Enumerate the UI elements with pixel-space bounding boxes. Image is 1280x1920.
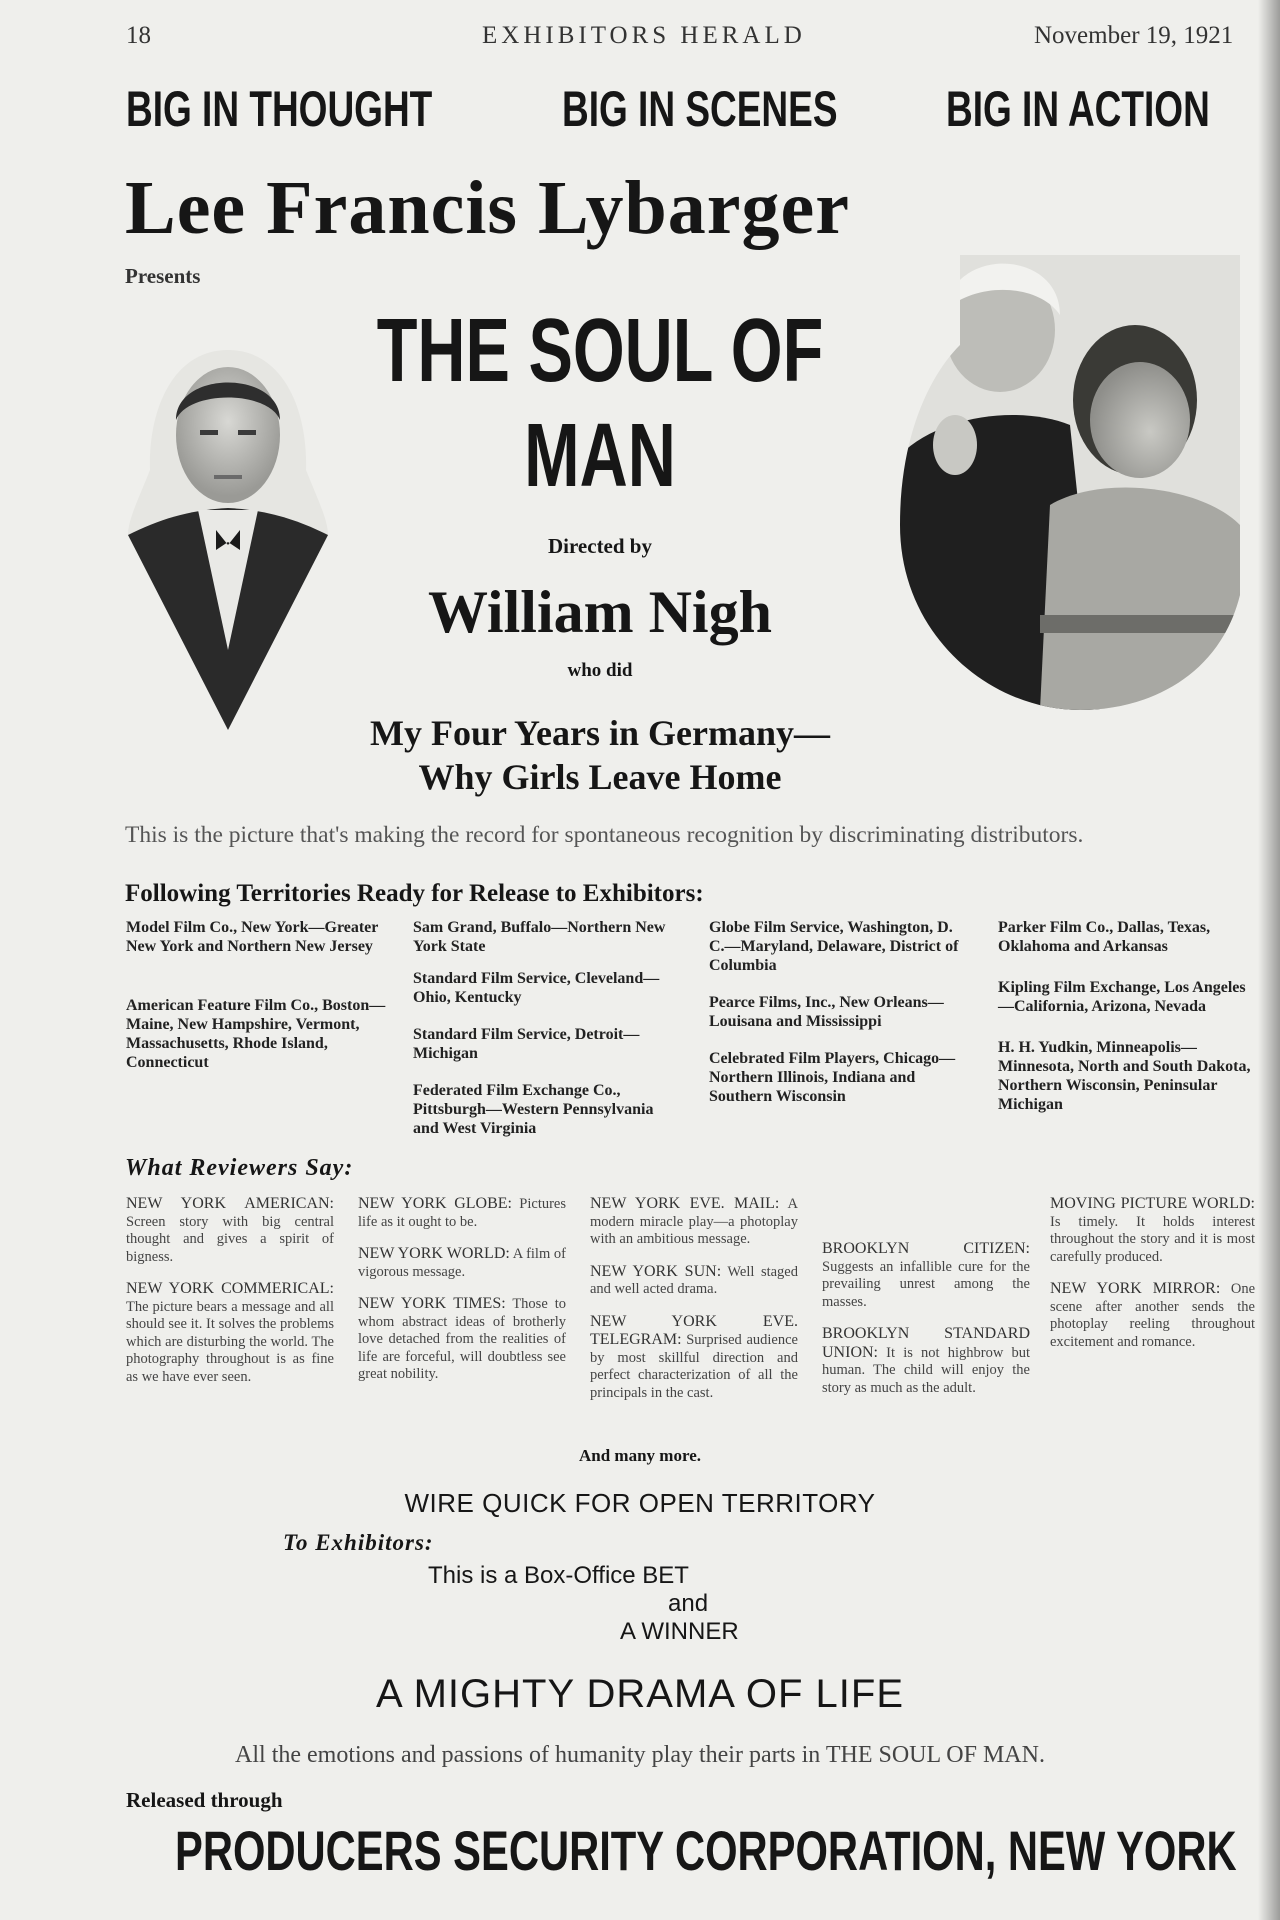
issue-date: November 19, 1921	[1034, 22, 1234, 49]
review-entry	[822, 1240, 1030, 1311]
review-entry	[590, 1195, 798, 1249]
territory-col-2	[413, 918, 679, 1138]
territory-entry: Standard Film Service, Detroit—Michigan	[413, 1026, 640, 1062]
review-text: The picture bears a message and all should see it. It solves the problems which are disturbing the world. The photography throughout is as fine as we have ever seen.	[126, 1298, 334, 1385]
territory-entry: Globe Film Service, Washington, D. C.—Maryland, Delaware, District of Columbia	[709, 919, 959, 974]
bet-line-3: A WINNER	[620, 1618, 739, 1645]
page-edge-shadow	[1258, 0, 1280, 1920]
territory-entry: Celebrated Film Players, Chicago—Northern Illinois, Indiana and Southern Wisconsin	[709, 1050, 956, 1105]
bet-line-2: and	[668, 1590, 709, 1617]
review-text: A film of vigorous message.	[358, 1246, 567, 1280]
slogan-thought: BIG IN THOUGHT	[126, 81, 433, 137]
emotions-line: All the emotions and passions of humanity play their parts in THE SOUL OF MAN.	[235, 1742, 1045, 1768]
review-source: NEW YORK WORLD:	[358, 1245, 510, 1262]
tagline: This is the picture that's making the record for spontaneous recognition by discriminating distributors.	[125, 822, 1084, 848]
film-title-line-1: THE SOUL OF	[376, 301, 824, 401]
review-text: It is not highbrow but human. The child will enjoy the story as much as the adult.	[822, 1344, 1030, 1396]
territory-entry: H. H. Yudkin, Minneapolis—Minnesota, North and South Dakota, Northern Wisconsin, Peninsular Michigan	[998, 1039, 1251, 1113]
review-entry	[126, 1280, 334, 1386]
publication-name: EXHIBITORS HERALD	[482, 22, 806, 49]
who-did-label: who did	[567, 660, 633, 681]
territory-entry: Kipling Film Exchange, Los Angeles—California, Arizona, Nevada	[998, 979, 1246, 1015]
review-source: NEW YORK COMMERICAL:	[126, 1280, 334, 1297]
slogan-scenes: BIG IN SCENES	[562, 81, 838, 137]
territory-entry: Model Film Co., New York—Greater New York and Northern New Jersey	[126, 919, 379, 955]
review-text: Screen story with big central thought and gives a spirit of bigness.	[126, 1213, 334, 1265]
slogan-action: BIG IN ACTION	[946, 81, 1210, 137]
previous-film-2: Why Girls Leave Home	[418, 757, 782, 797]
review-entry	[358, 1195, 566, 1231]
review-text: Those to whom abstract ideas of brotherly love detached from the realities of life are forceful, will doubtless see great nobility.	[358, 1296, 566, 1382]
review-entry	[1050, 1195, 1255, 1266]
review-source: NEW YORK TIMES:	[358, 1295, 506, 1312]
review-col-2	[358, 1195, 566, 1398]
distributor-name: PRODUCERS SECURITY CORPORATION, NEW YORK	[175, 1819, 1237, 1882]
review-col-4	[822, 1240, 1030, 1411]
review-source: NEW YORK GLOBE:	[358, 1195, 512, 1212]
actors-photo-right	[900, 255, 1240, 710]
mighty-drama-heading: A MIGHTY DRAMA OF LIFE	[375, 1672, 904, 1716]
actor-portrait-left	[128, 350, 328, 730]
review-source: MOVING PICTURE WORLD:	[1050, 1195, 1255, 1212]
presenter-name: Lee Francis Lybarger	[125, 166, 850, 250]
previous-film-1: My Four Years in Germany—	[370, 713, 830, 753]
review-text: One scene after another sends the photoplay reeling throughout excitement and romance.	[1050, 1281, 1256, 1350]
review-text: A modern miracle play—a photoplay with an ambitious message.	[590, 1196, 798, 1247]
wire-quick-banner: WIRE QUICK FOR OPEN TERRITORY	[404, 1488, 876, 1518]
review-entry	[358, 1295, 566, 1384]
reviews-heading: What Reviewers Say:	[125, 1155, 354, 1181]
review-col-3	[590, 1195, 798, 1416]
territory-entry: Parker Film Co., Dallas, Texas, Oklahoma and Arkansas	[998, 919, 1211, 955]
film-title-line-2: MAN	[524, 406, 676, 506]
to-exhibitors-label: To Exhibitors:	[283, 1530, 434, 1555]
review-source: BROOKLYN CITIZEN:	[822, 1240, 1030, 1257]
territory-col-4	[998, 918, 1256, 1114]
territory-entry: Standard Film Service, Cleveland—Ohio, Kentucky	[413, 970, 660, 1006]
review-source: NEW YORK MIRROR:	[1050, 1280, 1221, 1297]
review-text: Pictures life as it ought to be.	[358, 1196, 567, 1230]
and-many-more: And many more.	[579, 1446, 701, 1465]
review-entry	[590, 1313, 798, 1403]
page-number: 18	[126, 22, 151, 49]
review-entry	[126, 1195, 334, 1266]
territory-entry: Pearce Films, Inc., New Orleans—Louisana and Mississippi	[709, 994, 944, 1030]
released-through-label: Released through	[126, 1788, 283, 1812]
review-source: NEW YORK EVE. TELEGRAM:	[590, 1312, 798, 1348]
territory-entry: Sam Grand, Buffalo—Northern New York State	[413, 919, 666, 955]
review-source: NEW YORK AMERICAN:	[126, 1195, 334, 1212]
review-text: Well staged and well acted drama.	[590, 1263, 798, 1297]
review-entry	[590, 1263, 798, 1299]
review-text: Surprised audience by most skillful direction and perfect characterization of all the principals in the cast.	[590, 1332, 798, 1401]
territory-entry: American Feature Film Co., Boston—Maine, New Hampshire, Vermont, Massachusetts, Rhode Island, Connecticut	[126, 997, 386, 1071]
review-entry	[1050, 1280, 1255, 1351]
directed-by-label: Directed by	[547, 534, 652, 558]
review-col-5	[1050, 1195, 1255, 1365]
territory-col-3	[709, 918, 969, 1106]
territories-heading: Following Territories Ready for Release to Exhibitors:	[125, 880, 704, 907]
review-source: NEW YORK SUN:	[590, 1262, 722, 1280]
review-entry	[358, 1245, 566, 1281]
review-source: BROOKLYN STANDARD UNION:	[822, 1325, 1030, 1361]
review-text: Is timely. It holds interest throughout the story and it is most carefully produced.	[1050, 1213, 1255, 1265]
territory-col-1	[126, 918, 398, 1072]
review-text: Suggests an infallible cure for the prevailing unrest among the masses.	[822, 1258, 1030, 1310]
director-name: William Nigh	[428, 579, 772, 645]
territory-entry: Federated Film Exchange Co., Pittsburgh—Western Pennsylvania and West Virginia	[413, 1082, 654, 1137]
review-entry	[822, 1325, 1030, 1397]
presents-label: Presents	[125, 264, 201, 288]
review-source: NEW YORK EVE. MAIL:	[590, 1195, 780, 1212]
bet-line-1: This is a Box-Office BET	[428, 1562, 689, 1589]
review-col-1	[126, 1195, 334, 1400]
